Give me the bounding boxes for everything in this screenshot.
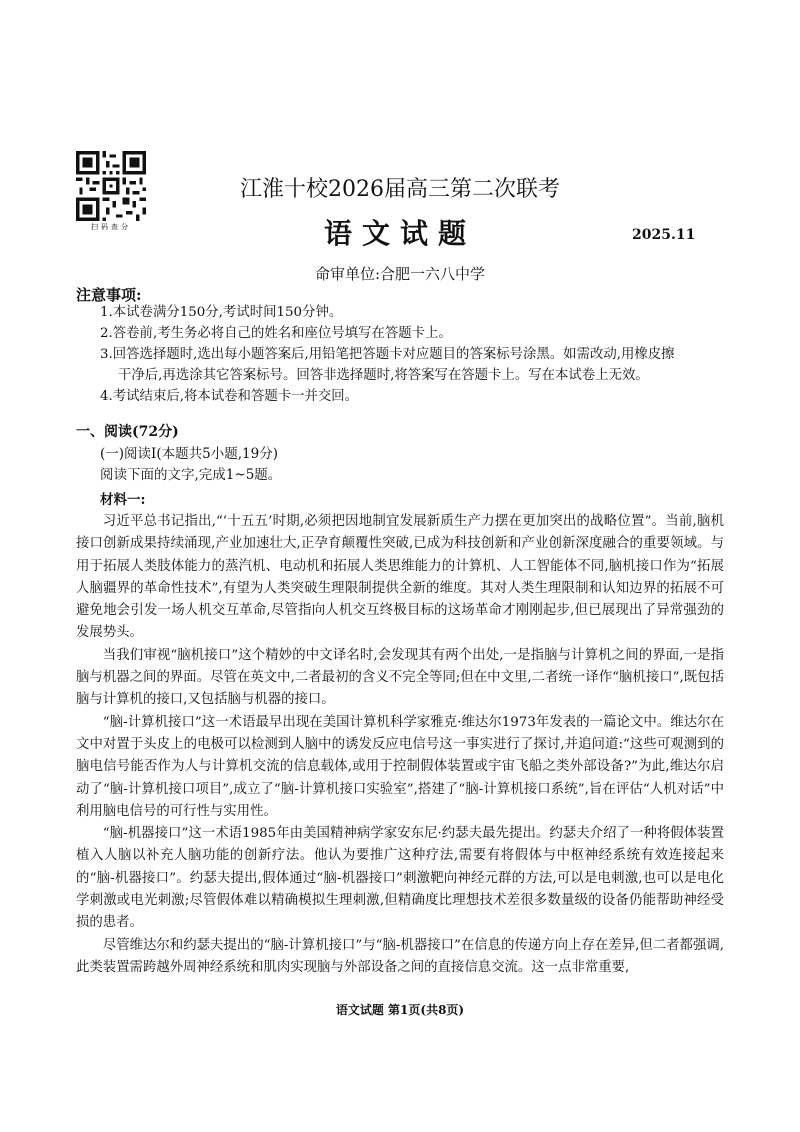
passage-paragraph: 习近平总书记指出,“‘十五五’时期,必须把因地制宜发展新质生产力摆在更加突出的战略位置”。当前,脑机接口创新成果持续涌现,产业加速壮大,正孕育颠覆性突破,已成为科技创新和产业创新深度融合的重要领域。与用于拓展人类肢体能力的蒸汽机、电动机和拓展人类思维能力的计算机、人工智能体不同,脑机接口作为“拓展人脑疆界的革命性技术”,有望为人类突破生理限制提供全新的维度。其对人类生理限制和认知边界的拓展不可避免地会引发一场人机交互革命,尽管指向人机交互终极目标的这场革命才刚刚起步,但已展现出了异常强劲的发展势头。	[76, 514, 724, 641]
notice-list	[100, 302, 740, 407]
notice-item: 3.回答选择题时,选出每小题答案后,用铅笔把答题卡对应题目的答案标号涂黑。如需改动,用橡皮擦	[100, 347, 675, 362]
section-title: 一、阅读(72分)	[76, 424, 179, 440]
passage-paragraph: 尽管维达尔和约瑟夫提出的“脑-计算机接口”与“脑-机器接口”在信息的传递方向上存在差异,但二者都强调,此类装置需跨越外周神经系统和肌肉实现脑与外部设备之间的直接信息交流。这一点非常重要,	[76, 937, 724, 975]
exam-date: 2025.11	[632, 227, 696, 243]
issuing-unit: 命审单位:合肥一六八中学	[314, 265, 486, 283]
subject-title: 语文试题	[323, 217, 476, 250]
reading-instruction: 阅读下面的文字,完成1~5题。	[100, 467, 282, 483]
passage-paragraph: 当我们审视“脑机接口”这个精妙的中文译名时,会发现其有两个出处,一是指脑与计算机之间的界面,一是指脑与机器之间的界面。尽管在英文中,二者最初的含义不完全等同;但在中文里,二者统一译作“脑机接口”,既包括脑与计算机的接口,又包括脑与机器的接口。	[76, 647, 724, 708]
page-footer: 语文试题 第1页(共8页)	[335, 1003, 465, 1017]
passage-paragraph: “脑-机器接口”这一术语1985年由美国精神病学家安东尼·约瑟夫最先提出。约瑟夫介绍了一种将假体装置植入人脑以补充人脑功能的创新疗法。他认为要推广这种疗法,需要有将假体与中枢神经系统有效连接起来的“脑-机器接口”。约瑟夫提出,假体通过“脑-机器接口”刺激靶向神经元群的方法,可以是电刺激,也可以是电化学刺激或电光刺激;尽管假体难以精确模拟生理刺激,但精确度比理想技术差很多数量级的设备仍能帮助神经受损的患者。	[76, 826, 724, 931]
notice-heading: 注意事项:	[76, 286, 142, 304]
qr-caption: 扫码查分	[91, 223, 131, 231]
material-label: 材料一:	[100, 492, 146, 508]
section-subtitle: (一)阅读Ⅰ(本题共5小题,19分)	[100, 446, 278, 462]
passage-paragraph: “脑-计算机接口”这一术语最早出现在美国计算机科学家雅克·维达尔1973年发表的一篇论文中。维达尔在文中对置于头皮上的电极可以检测到人脑中的诱发反应电信号这一事实进行了探讨,并追问道:“这些可观测到的脑电信号能否作为人与计算机交流的信息载体,或用于控制假体装置或宇宙飞船之类外部设备?”为此,维达尔启动了“脑-计算机接口项目”,成立了“脑-计算机接口实验室”,搭建了“脑-计算机接口系统”,旨在评估“人机对话”中利用脑电信号的可行性与实用性。	[76, 714, 724, 819]
notice-item: 2.答卷前,考生务必将自己的姓名和座位号填写在答题卡上。	[100, 326, 452, 341]
notice-item: 4.考试结束后,将本试卷和答题卡一并交回。	[100, 389, 359, 404]
notice-item: 干净后,再选涂其它答案标号。回答非选择题时,将答案写在答题卡上。写在本试卷上无效。	[118, 368, 649, 383]
notice-item: 1.本试卷满分150分,考试时间150分钟。	[100, 305, 343, 320]
exam-title: 江淮十校2026届高三第二次联考	[240, 177, 560, 202]
reading-passage	[76, 511, 724, 979]
